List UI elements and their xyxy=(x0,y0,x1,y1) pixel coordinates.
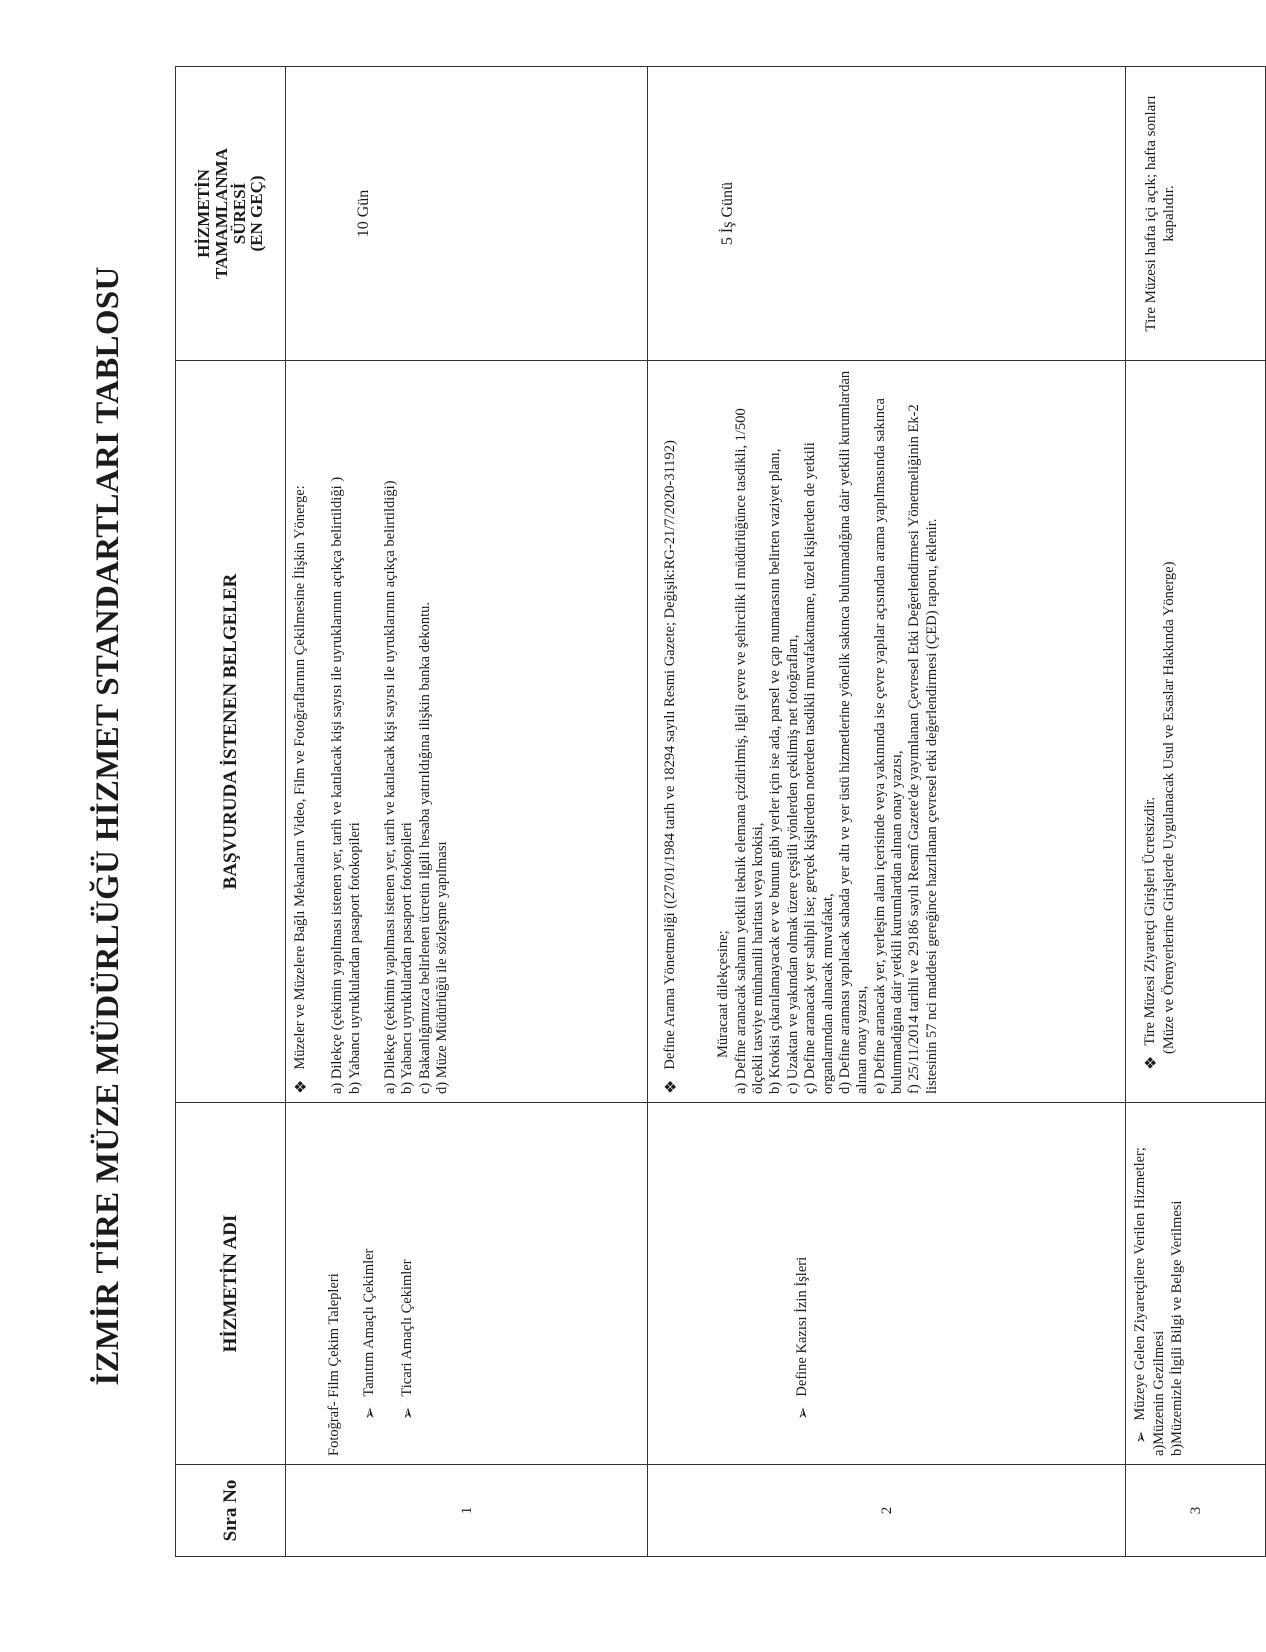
row-1-docs-b1: b) Yabancı uyruklulardan pasaport fotokopileri xyxy=(346,822,363,1094)
row-3-time-value: Tire Müzesi hafta içi açık; hafta sonları kapalıdır. xyxy=(1143,95,1177,332)
row-2-docs-muracaat: Müracaat dilekçesine; xyxy=(715,930,732,1058)
row-2-docs-b: b) Krokisi çıkarılamayacak ev ve bunun gibi yerler için ise ada, parsel ve çap numarasını belirten vaziyet planı, xyxy=(767,448,784,1094)
row-2-docs-c-cedilla: ç) Define aranacak yer sahipli ise; gerçek kişilerden noterden tasdikli muvafakatname, tüzel kişilerden de yetkili organlarından alınacak muvafakat, xyxy=(802,442,836,1094)
header-sira-no: Sıra No xyxy=(176,1465,286,1557)
arrow-bullet-icon: ➢ xyxy=(795,1406,812,1420)
table-row xyxy=(648,67,1126,1557)
row-1-docs-b2: b) Yabancı uyruklulardan pasaport fotokopileri xyxy=(399,822,416,1094)
row-2-name xyxy=(648,1103,1126,1465)
row-2-name-label: Define Kazısı İzin İşleri xyxy=(794,1256,810,1397)
header-sure-line-1: HİZMETİN xyxy=(193,169,213,258)
diamond-bullet-icon: ❖ xyxy=(293,1079,310,1094)
row-2-docs-d: d) Define araması yapılacak sahada yer altı ve yer üstü hizmetlerine yönelik sakınca bulunmadığına dair yetkili kurumlardan alınan onay yazısı, xyxy=(836,370,871,1094)
row-3-name-item xyxy=(1132,1111,1151,1456)
row-1-docs-intro xyxy=(292,369,311,1094)
table-row xyxy=(1126,67,1266,1557)
row-1-no: 1 xyxy=(286,1465,648,1557)
table-header-row xyxy=(176,67,286,1557)
diamond-bullet-icon: ❖ xyxy=(1143,1055,1160,1070)
row-3-name xyxy=(1126,1103,1266,1465)
row-2-docs-a: a) Define aranacak sahanın yetkili teknik elemana çizdirilmiş, ilgili çevre ve şehircilik il müdürlüğünce tasdikli, 1/500 ölçekli tasviye münhanili haritası veya krokisi, xyxy=(732,408,766,1094)
row-3-docs xyxy=(1126,361,1266,1103)
row-1-docs-c2: c) Bakanlığımızca belirlenen ücretin ilgili hesaba yatırıldığına ilişkin banka dekontu. xyxy=(416,601,433,1094)
row-2-docs-intro xyxy=(662,369,681,1094)
row-3-no: 3 xyxy=(1126,1465,1266,1557)
row-1-time xyxy=(286,67,648,361)
table-row xyxy=(286,67,648,1557)
row-1-name-item-2 xyxy=(399,1111,418,1456)
row-3-docs-item-text: Tire Müzesi Ziyaretçi Girişleri Ücretsizdir. xyxy=(1142,796,1158,1046)
row-1-name xyxy=(286,1103,648,1465)
row-2-name-item xyxy=(794,1111,813,1456)
document-title: İZMİR TİRE MÜZE MÜDÜRLÜĞÜ HİZMET STANDARTLARI TABLOSU xyxy=(90,266,126,1386)
row-1-name-title: Fotoğraf- Film Çekim Talepleri xyxy=(326,1273,342,1456)
service-standards-table xyxy=(175,66,1266,1557)
row-1-docs xyxy=(286,361,648,1103)
row-2-docs-e: e) Define aranacak yer, yerleşim alanı içerisinde veya yakınında ise çevre yapılar açısından arama yapılmasında sakınca bulunmadığına dair yetkili kurumlardan alınan onay yazısı, xyxy=(871,398,906,1094)
arrow-bullet-icon: ➢ xyxy=(399,1406,417,1420)
header-sure-line-2: TAMAMLANMA xyxy=(211,148,231,279)
row-1-docs-a1: a) Dilekçe (çekimin yapılması istenen yer, tarih ve katılacak kişi sayısı ile uyruklarının açıkça belirtildiği ) xyxy=(329,476,346,1094)
row-1-name-item-1-label: Tanıtım Amaçlı Çekimler xyxy=(361,1248,378,1397)
row-1-docs-intro-text: Müzeler ve Müzelere Bağlı Mekanların Video, Film ve Fotoğraflarının Çekilmesine İlişkin Yönerge: xyxy=(292,485,308,1070)
arrow-bullet-icon: ➢ xyxy=(362,1406,380,1420)
row-2-docs-f: f) 25/11/2014 tarihli ve 29186 sayılı Resmî Gazete'de yayımlanan Çevresel Etki Değerlendirmesi Yönetmeliğinin Ek-2 listesinin 57 nci maddesi gereğince hazırlanan çevresel etki değerlendirmesi (ÇED) raporu, eklenir. xyxy=(906,404,940,1094)
row-3-docs-note: (Müze ve Örenyerlerine Girişlerde Uygulanacak Usul ve Esaslar Hakkında Yönerge) xyxy=(1161,561,1178,1054)
header-tamamlanma-suresi xyxy=(176,67,286,361)
header-sure-line-4: (EN GEÇ) xyxy=(247,175,267,252)
row-1-time-value: 10 Gün xyxy=(355,189,372,238)
row-1-docs-a2: a) Dilekçe (çekimin yapılması istenen yer, tarih ve katılacak kişi sayısı ile uyruklarının açıkça belirtildiği) xyxy=(381,480,398,1094)
header-sure-line-3: SÜRESİ xyxy=(229,182,249,245)
row-1-name-item-2-label: Ticari Amaçlı Çekimler xyxy=(398,1259,415,1397)
header-hizmet-adi: HİZMETİN ADI xyxy=(176,1103,286,1465)
row-1-name-item-1 xyxy=(361,1111,380,1456)
diamond-bullet-icon: ❖ xyxy=(663,1079,680,1094)
row-3-time xyxy=(1126,67,1266,361)
row-3-name-label: Müzeye Gelen Ziyaretçilere Verilen Hizmetler; xyxy=(1132,1147,1148,1421)
row-2-no: 2 xyxy=(648,1465,1126,1557)
row-2-time xyxy=(648,67,1126,361)
row-3-name-a: a)Müzenin Gezilmesi xyxy=(1151,1330,1168,1456)
row-1-docs-d2: d) Müze Müdürlüğü ile sözleşme yapılması xyxy=(434,841,451,1094)
row-2-docs-intro-text: Define Arama Yönetmeliği ((27/01/1984 tarih ve 18294 sayılı Resmi Gazete; Değişik:RG-21/7/2020-31192) xyxy=(662,440,678,1070)
arrow-bullet-icon: ➢ xyxy=(1133,1430,1150,1444)
row-2-time-value: 5 İş Günü xyxy=(719,181,736,246)
row-3-name-b: b)Müzemizle İlgili Bilgi ve Belge Verilmesi xyxy=(1168,1200,1185,1456)
row-3-docs-item xyxy=(1142,369,1161,1094)
header-belgeler: BAŞVURUDA İSTENEN BELGELER xyxy=(176,361,286,1103)
row-2-docs xyxy=(648,361,1126,1103)
row-2-docs-c: c) Uzaktan ve yakından olmak üzere çeşitli yönlerden çekilmiş net fotoğrafları, xyxy=(784,634,801,1094)
